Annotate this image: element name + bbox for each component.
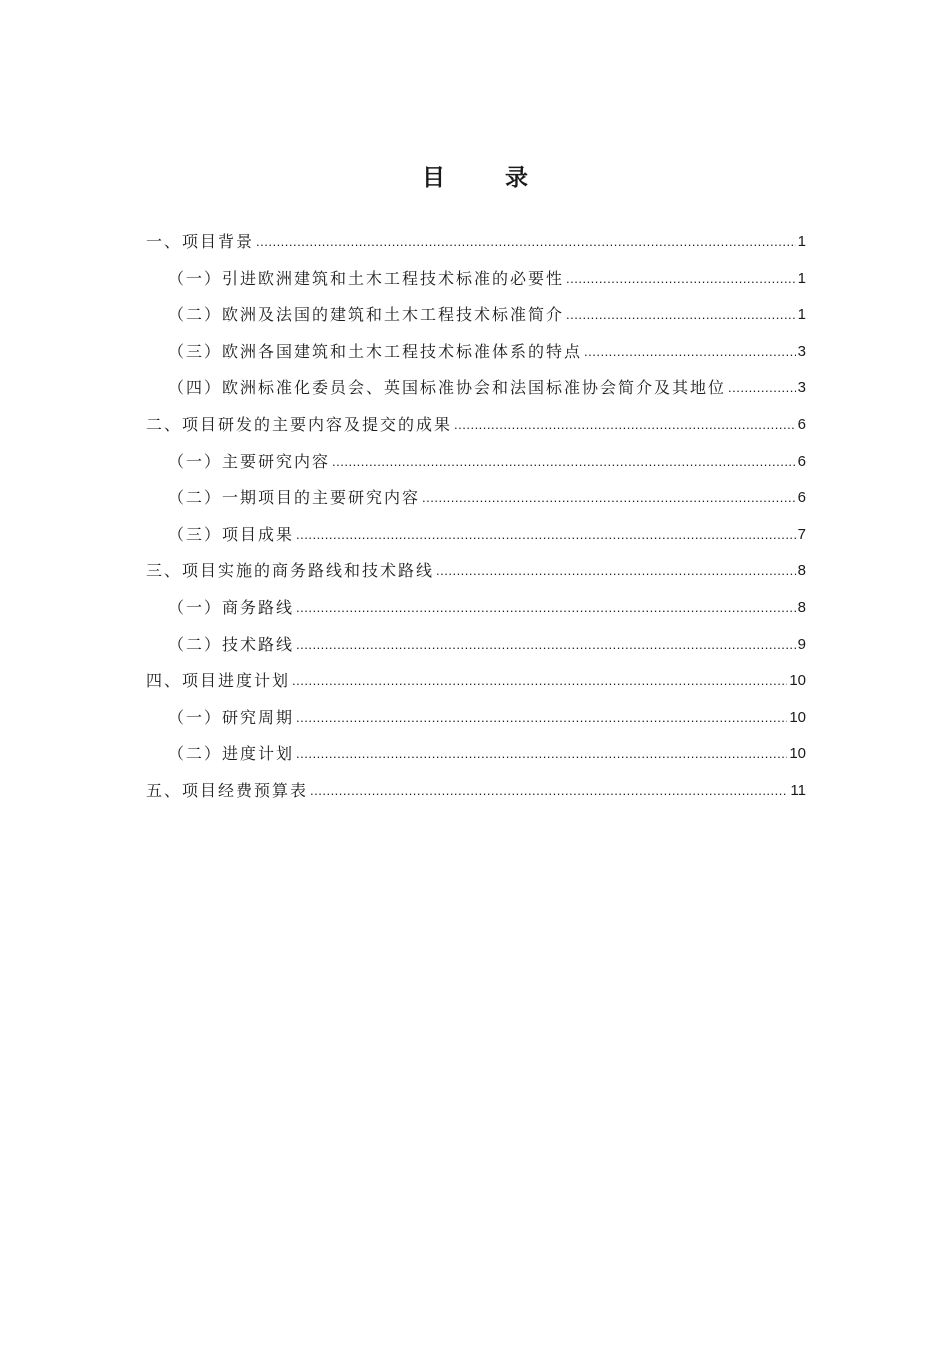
toc-entry[interactable] (146, 517, 806, 554)
toc-leader-dots (728, 370, 796, 407)
toc-entry[interactable] (146, 261, 806, 298)
toc-entry-page: 3 (797, 379, 806, 397)
toc-leader-dots (422, 480, 796, 517)
toc-leader-dots (296, 736, 787, 773)
toc-entry-label: （三）欧洲各国建筑和土木工程技术标准体系的特点 (168, 341, 583, 361)
toc-entry-label: （二）技术路线 (168, 634, 295, 654)
toc-leader-dots (584, 334, 796, 371)
toc-entry-page: 1 (797, 269, 806, 287)
toc-entry-label: 三、项目实施的商务路线和技术路线 (146, 561, 435, 581)
toc-entry[interactable] (146, 444, 806, 481)
toc-entry[interactable] (146, 297, 806, 334)
toc-leader-dots (454, 407, 796, 444)
toc-entry-page: 6 (797, 452, 806, 470)
toc-entry[interactable] (146, 627, 806, 664)
toc-entry[interactable] (146, 224, 806, 261)
toc-entry[interactable] (146, 736, 806, 773)
toc-leader-dots (310, 773, 788, 810)
toc-leader-dots (292, 663, 787, 700)
toc-entry-page: 10 (789, 672, 806, 690)
toc-entry[interactable] (146, 700, 806, 737)
toc-leader-dots (296, 627, 796, 664)
toc-entry-label: （一）引进欧洲建筑和土木工程技术标准的必要性 (168, 268, 565, 288)
toc-list (146, 224, 806, 810)
toc-entry-page: 7 (797, 525, 806, 543)
toc-entry[interactable] (146, 334, 806, 371)
toc-entry-label: （二）一期项目的主要研究内容 (168, 488, 421, 508)
toc-leader-dots (566, 261, 796, 298)
toc-entry-label: （一）主要研究内容 (168, 451, 331, 471)
toc-entry-label: （二）进度计划 (168, 744, 295, 764)
toc-entry-label: （一）研究周期 (168, 707, 295, 727)
toc-entry-label: （二）欧洲及法国的建筑和土木工程技术标准简介 (168, 305, 565, 325)
toc-entry[interactable] (146, 553, 806, 590)
toc-entry-label: （四）欧洲标准化委员会、英国标准协会和法国标准协会简介及其地位 (168, 378, 727, 398)
toc-leader-dots (296, 700, 787, 737)
toc-entry[interactable] (146, 663, 806, 700)
toc-entry[interactable] (146, 773, 806, 810)
toc-entry-page: 6 (797, 489, 806, 507)
toc-entry[interactable] (146, 370, 806, 407)
toc-entry-page: 11 (790, 781, 806, 799)
toc-entry-page: 8 (797, 562, 806, 580)
toc-entry-page: 1 (797, 306, 806, 324)
toc-entry-page: 10 (789, 745, 806, 763)
toc-entry-page: 6 (797, 415, 806, 433)
toc-entry-label: （一）商务路线 (168, 597, 295, 617)
toc-entry-page: 8 (797, 598, 806, 616)
toc-entry-label: 一、项目背景 (146, 232, 255, 251)
toc-leader-dots (566, 297, 796, 334)
toc-title: 目 录 (421, 165, 554, 191)
toc-entry-page: 3 (797, 342, 806, 360)
toc-entry-label: 四、项目进度计划 (146, 671, 291, 691)
toc-entry[interactable] (146, 480, 806, 517)
toc-leader-dots (256, 224, 796, 261)
toc-entry-label: （三）项目成果 (168, 524, 295, 544)
toc-entry-page: 10 (789, 708, 806, 726)
toc-entry[interactable] (146, 407, 806, 444)
toc-leader-dots (296, 590, 796, 627)
toc-entry[interactable] (146, 590, 806, 627)
toc-leader-dots (436, 553, 796, 590)
toc-entry-page: 9 (797, 635, 806, 653)
toc-leader-dots (296, 517, 796, 554)
toc-entry-label: 五、项目经费预算表 (146, 780, 309, 800)
toc-leader-dots (332, 444, 796, 481)
toc-entry-label: 二、项目研发的主要内容及提交的成果 (146, 414, 453, 434)
toc-entry-page: 1 (797, 233, 806, 250)
